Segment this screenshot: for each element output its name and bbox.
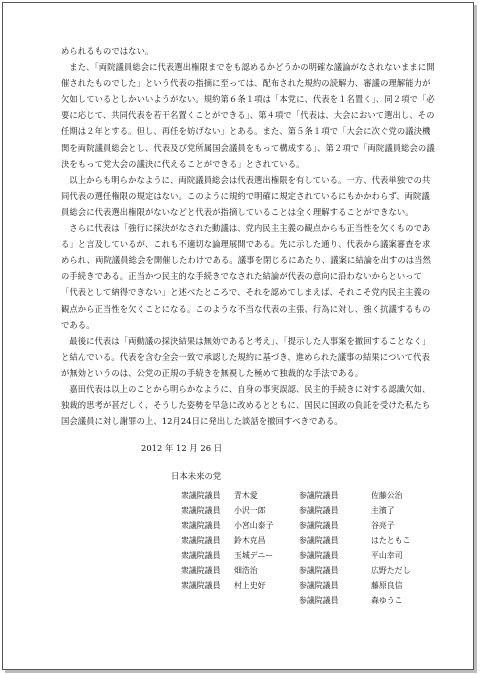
signatory-house: 衆議院議員: [181, 566, 221, 575]
signatory-house: 参議院議員: [299, 596, 339, 605]
signatories-right: [299, 488, 410, 608]
signatory-house: 衆議院議員: [181, 551, 221, 560]
signatory-house: 参議院議員: [299, 521, 339, 530]
signatory-name: 青木愛: [234, 491, 258, 500]
signatory-name: 主濱了: [371, 506, 395, 515]
signatory-row: [299, 533, 410, 548]
signatory-row: [299, 503, 410, 518]
paragraph: 嘉田代表は以上のことから明らかなように、自身の事実誤認、民主的手続きに対する認識欠如、独裁的思考が甚だしく、そうした姿勢を早急に改めるとともに、国民に国政の負託を受けた私たち国会議員に対し謝罪の上、12月24日に発出した談話を撤回すべきである。: [61, 383, 431, 427]
paragraph: められるものではない。: [61, 46, 154, 56]
signatory-name: 平山幸司: [371, 551, 403, 560]
signatory-house: 衆議院議員: [181, 521, 221, 530]
signatory-name: 佐藤公治: [371, 491, 403, 500]
signatory-house: 衆議院議員: [181, 506, 221, 515]
signatory-name: 小宮山泰子: [234, 521, 274, 530]
statement-date: 2012 年 12 月 26 日: [141, 443, 223, 453]
signatory-house: 参議院議員: [299, 566, 339, 575]
signatory-house: 衆議院議員: [181, 536, 221, 545]
signatory-house: 衆議院議員: [181, 581, 221, 590]
signatory-house: 参議院議員: [299, 536, 339, 545]
signatory-name: 鈴木克昌: [234, 536, 266, 545]
signatory-row: [181, 578, 273, 593]
signatory-row: [181, 548, 273, 563]
signatories-left: [181, 488, 273, 593]
signatory-row: [181, 533, 273, 548]
signatory-name: 藤原良信: [371, 581, 403, 590]
signatory-row: [299, 518, 410, 533]
signatory-house: 参議院議員: [299, 491, 339, 500]
signatory-row: [181, 503, 273, 518]
paragraph: 最後に代表は「両動議の採決結果は無効であると考え」、「提示した人事案を撤回することなく」と結んでいる。代表を含む全会一致で承認した規約に基づき、進められた議事の結果について代表が無効というのは、公党の正規の手続きを無視した極めて独裁的な手法である。: [61, 335, 431, 378]
signatory-house: 衆議院議員: [181, 491, 221, 500]
document-page: [2, 2, 474, 670]
signatory-name: 広野ただし: [371, 566, 411, 575]
party-name: 日本未来の党: [171, 471, 222, 481]
signatory-row: [299, 488, 410, 503]
signatory-row: [181, 488, 273, 503]
signatory-row: [299, 563, 410, 578]
signatory-name: 谷亮子: [371, 521, 395, 530]
signatory-name: 森ゆうこ: [371, 596, 403, 605]
statement-body: [61, 43, 437, 429]
signatory-house: 参議院議員: [299, 581, 339, 590]
signatory-row: [299, 548, 410, 563]
signatory-row: [181, 563, 273, 578]
signatory-name: 小沢一郎: [234, 506, 266, 515]
signatory-row: [181, 518, 273, 533]
signatory-row: [299, 593, 410, 608]
paragraph: また、「両院議員総会に代表選出権限までをも認めるかどうかの明確な議論がなされないままに開催されたものでした」という代表の指摘に至っては、配布された規約の読解力、審議の理解能力が欠如しているとしかいいようがない。規約第６条１項は「本党に、代表を１名置く」、同２項で「必要に応じて、共同代表を若干名置くことができる」、第４項で「代表は、大会において選出し、その任期は２年とする。但し、再任を妨げない」とある。また、第５条１項で「大会に次ぐ党の議決機関を両院議員総会とし、代表及び党所属国会議員をもって構成する」、第２項で「両院議員総会の議決をもって党大会の議決に代えることができる」とされている。: [61, 62, 435, 169]
signatory-name: はたともこ: [371, 536, 411, 545]
signatory-name: 畑浩治: [234, 566, 258, 575]
signatory-house: 参議院議員: [299, 551, 339, 560]
signatory-name: 玉城デニー: [234, 551, 274, 560]
signatory-name: 村上史好: [234, 581, 266, 590]
paragraph: 以上からも明らかなように、両院議員総会は代表選出権限を有している。一方、代表単独での共同代表の選任権限の規定はない。このように規約で明確に規定されているにもかかわらず、両院議員総会に代表選出権限がないなどと代表が指摘していることは全く理解することができない。: [61, 174, 431, 217]
signatory-row: [299, 578, 410, 593]
signatory-house: 参議院議員: [299, 506, 339, 515]
paragraph: さらに代表は「強行に採決がなされた動議は、党内民主主義の観点からも正当性を欠くものである」と言及しているが、これも不適切な論理展開である。先に示した通り、代表から議案審査を求められ、両院議員総会を開催したわけである。議事を閉じるにあたり、議案に結論を出すのは当然の手続きである。正当かつ民主的な手続きでなされた結論が代表の意向に沿わないからといって「代表として納得できない」と述べたところで、それを認めてしまえば、それこそ党内民主主義の観点から正当性を欠くことになる。このような不当な代表の主張、行為に対し、強く抗議するものである。: [61, 223, 431, 330]
